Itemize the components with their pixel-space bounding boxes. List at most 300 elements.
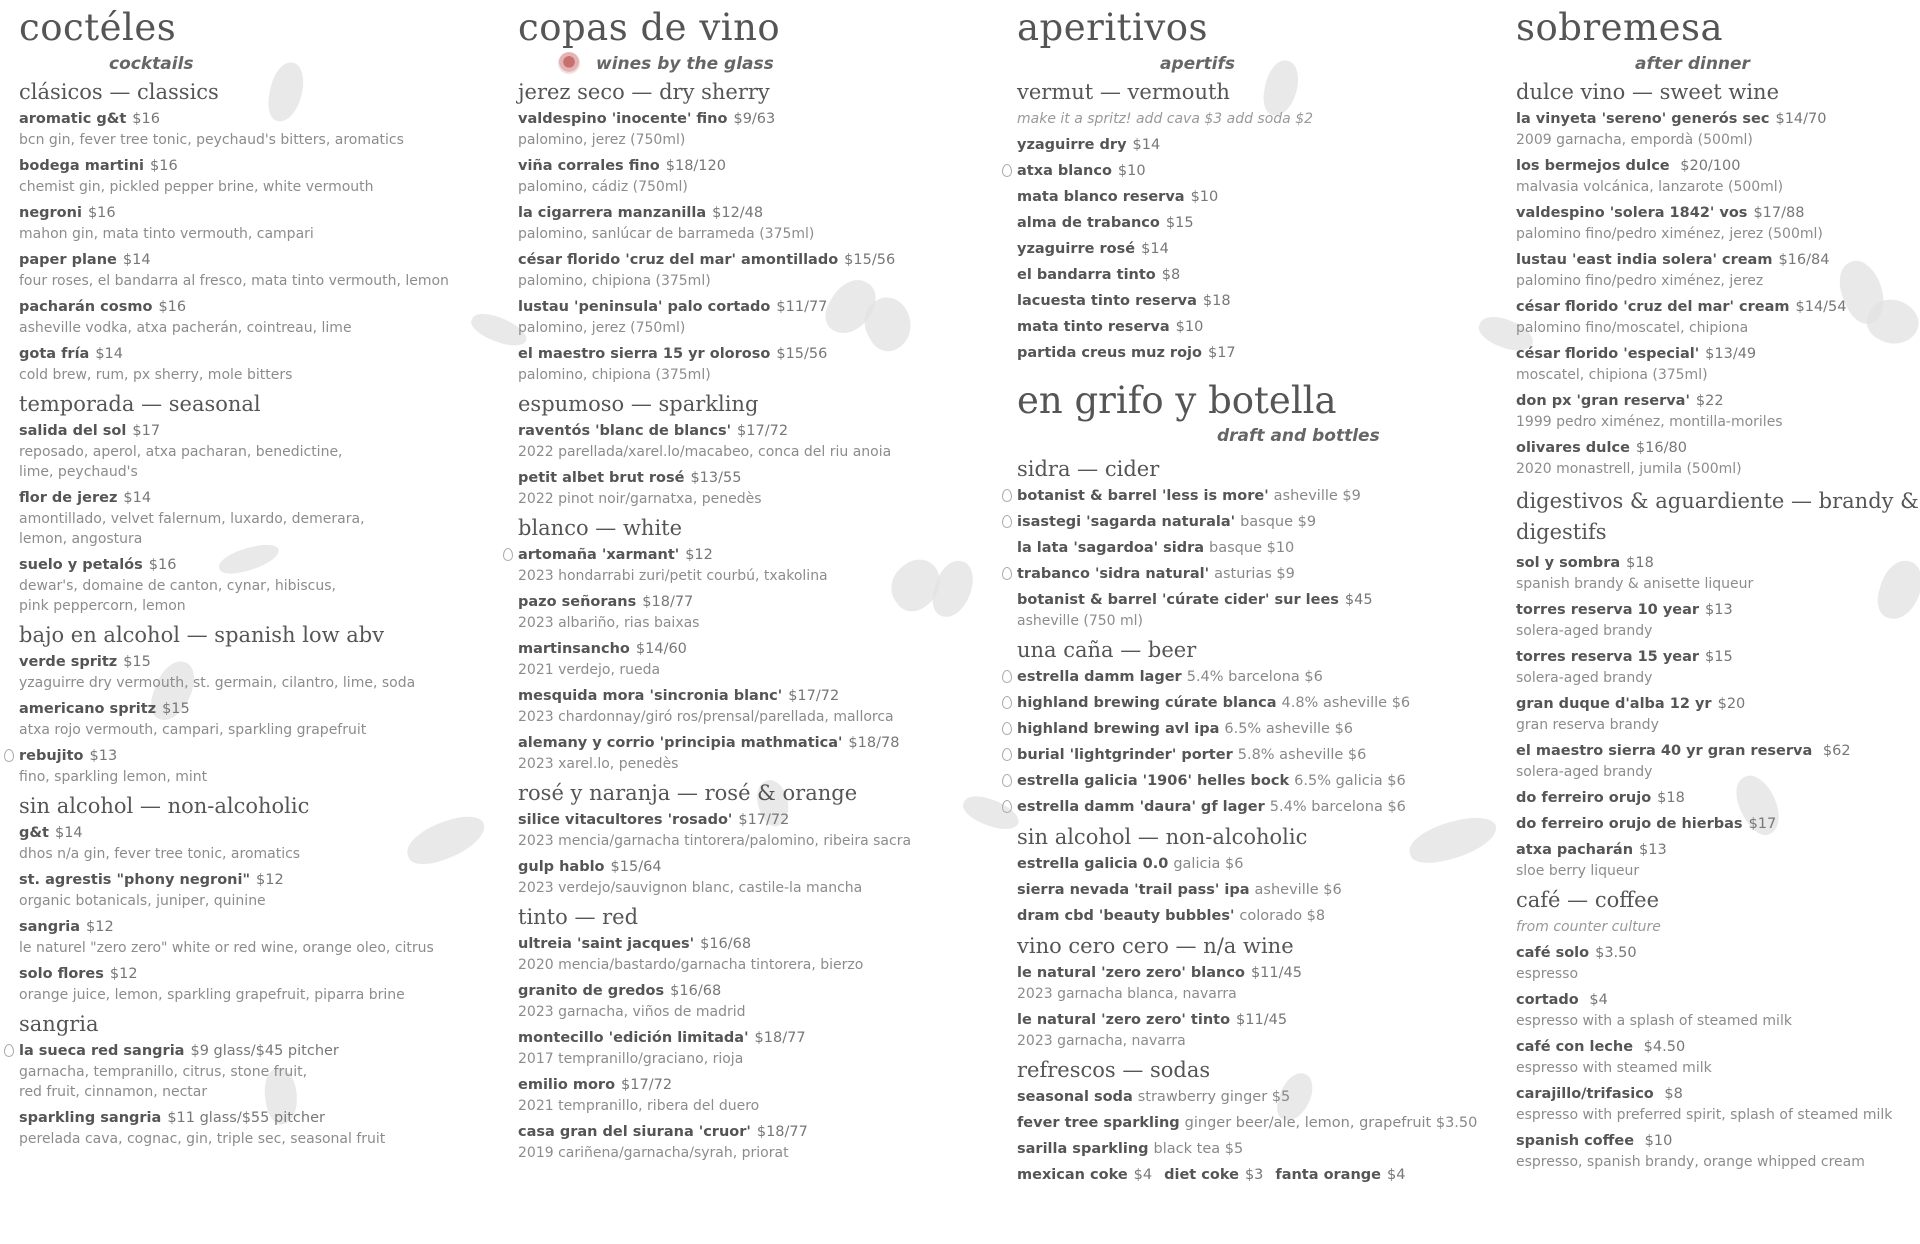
menu-item-price: $17 — [1748, 816, 1777, 832]
menu-item-price: $8 — [1161, 267, 1181, 283]
menu-item-name: americano spritz — [19, 701, 157, 717]
menu-item — [1017, 135, 1487, 156]
menu-item-description: solera-aged brandy — [1516, 670, 1653, 686]
menu-item-line — [518, 639, 988, 660]
menu-item — [1017, 1139, 1487, 1160]
menu-item-price: $17 — [132, 423, 161, 439]
menu-item-line — [19, 156, 489, 177]
menu-item-name: flor de jerez — [19, 490, 118, 506]
menu-section — [518, 516, 988, 774]
section-heading: jerez seco — dry sherry — [518, 80, 770, 104]
menu-item — [1017, 343, 1487, 364]
menu-item-description: cold brew, rum, px sherry, mole bitters — [19, 367, 293, 383]
section-heading: café — coffee — [1516, 888, 1660, 912]
menu-item-price: $10 — [1175, 319, 1204, 335]
menu-item — [1017, 1087, 1487, 1108]
section-group-subtitle: draft and bottles — [1217, 426, 1380, 446]
menu-item-line — [1516, 344, 1920, 365]
menu-item-name: spanish coffee — [1516, 1133, 1635, 1149]
menu-item — [19, 1108, 489, 1149]
menu-item — [518, 1122, 988, 1163]
menu-item-price: $17/72 — [738, 812, 790, 828]
menu-column — [518, 4, 988, 1169]
menu-item-name: trabanco 'sidra natural' — [1017, 566, 1210, 582]
menu-item — [19, 421, 489, 482]
menu-item-description: asheville (750 ml) — [1017, 613, 1143, 629]
menu-item-line — [1017, 1087, 1487, 1108]
menu-item — [1017, 486, 1487, 507]
menu-item-price: $10 — [1640, 1133, 1673, 1149]
menu-item-line — [518, 686, 988, 707]
menu-item-name: mata tinto reserva — [1017, 319, 1170, 335]
menu-section — [1516, 486, 1920, 881]
menu-item-name: torres reserva 10 year — [1516, 602, 1700, 618]
menu-item-name: isastegi 'sagarda naturala' — [1017, 514, 1236, 530]
drop-icon — [1002, 567, 1012, 580]
menu-item-name: silice vitacultores 'rosado' — [518, 812, 733, 828]
menu-item-line — [1017, 771, 1487, 792]
drop-icon — [1002, 748, 1012, 761]
menu-item — [19, 870, 489, 911]
drop-icon — [1002, 164, 1012, 177]
menu-item — [19, 964, 489, 1005]
menu-section — [1516, 888, 1920, 1172]
menu-item-description: 2023 garnacha, navarra — [1017, 1033, 1186, 1049]
menu-section — [19, 623, 489, 787]
menu-item-name: los bermejos dulce — [1516, 158, 1670, 174]
menu-item — [1516, 250, 1920, 291]
menu-item-description: solera-aged brandy — [1516, 764, 1653, 780]
menu-item-detail: ginger beer/ale, lemon, grapefruit $3.50 — [1184, 1115, 1478, 1131]
menu-item-line — [19, 917, 489, 938]
menu-item-price: $8 — [1659, 1086, 1683, 1102]
menu-item — [19, 1041, 489, 1102]
menu-item-description: mahon gin, mata tinto vermouth, campari — [19, 226, 314, 242]
menu-item — [1017, 1165, 1487, 1186]
menu-item-price: $16 — [132, 111, 160, 127]
menu-item-line — [1516, 553, 1920, 574]
menu-item-line — [19, 652, 489, 673]
menu-item-line — [19, 1041, 489, 1062]
menu-item-name: raventós 'blanc de blancs' — [518, 423, 732, 439]
menu-item-name: el maestro sierra 40 yr gran reserva — [1516, 743, 1813, 759]
menu-item-price: $45 — [1344, 592, 1373, 608]
menu-item-line — [1017, 239, 1487, 260]
menu-item-name: emilio moro — [518, 1077, 616, 1093]
menu-item-description: 2022 parellada/xarel.lo/macabeo, conca del riu anoia — [518, 444, 892, 460]
menu-item-description: 2019 cariñena/garnacha/syrah, priorat — [518, 1145, 789, 1161]
menu-item-name: estrella galicia '1906' helles bock — [1017, 773, 1290, 789]
menu-item-name: verde spritz — [19, 654, 118, 670]
menu-item-name: sol y sombra — [1516, 555, 1621, 571]
menu-item-price: $12 — [109, 966, 138, 982]
menu-item-price: $11/77 — [776, 299, 828, 315]
menu-item-name: burial 'lightgrinder' porter — [1017, 747, 1233, 763]
menu-item-line — [518, 109, 988, 130]
menu-item — [518, 109, 988, 150]
menu-item-description: bcn gin, fever tree tonic, peychaud's bitters, aromatics — [19, 132, 404, 148]
menu-item-price: $12 — [86, 919, 114, 935]
menu-item — [19, 156, 489, 197]
menu-section — [1017, 378, 1487, 631]
menu-item-name: mexican coke — [1017, 1167, 1128, 1183]
menu-item-name: sarilla sparkling — [1017, 1141, 1149, 1157]
menu-item-line — [19, 555, 489, 576]
menu-item-detail: colorado $8 — [1239, 908, 1326, 924]
menu-section — [1017, 825, 1487, 927]
menu-section — [1017, 638, 1487, 818]
column-title: aperitivos — [1017, 6, 1209, 49]
menu-item — [1516, 694, 1920, 735]
menu-item-description: espresso with steamed milk — [1516, 1060, 1712, 1076]
menu-item-description: 2023 mencia/garnacha tintorera/palomino, ribeira sacra — [518, 833, 912, 849]
menu-item-line — [19, 297, 489, 318]
menu-item-price: $9 glass/$45 pitcher — [190, 1043, 339, 1059]
menu-item — [1516, 840, 1920, 881]
menu-item-line — [19, 203, 489, 224]
menu-item — [1017, 239, 1487, 260]
menu-item-description: 2021 verdejo, rueda — [518, 662, 661, 678]
menu-item — [1516, 109, 1920, 150]
menu-item-line — [1516, 741, 1920, 762]
menu-item-price: $62 — [1818, 743, 1851, 759]
column-subtitle — [19, 52, 489, 78]
menu-item-description: palomino, jerez (750ml) — [518, 132, 686, 148]
menu-item-line — [19, 746, 489, 767]
menu-item-line — [1516, 600, 1920, 621]
rose-icon — [558, 52, 580, 74]
menu-item-name: café con leche — [1516, 1039, 1634, 1055]
menu-item — [19, 250, 489, 291]
section-heading: digestivos & aguardiente — brandy & digestifs — [1516, 489, 1919, 544]
menu-item-line — [1017, 486, 1487, 507]
menu-item — [1017, 797, 1487, 818]
menu-section — [19, 80, 489, 385]
menu-item — [1017, 161, 1487, 182]
menu-item-description: 2020 monastrell, jumila (500ml) — [1516, 461, 1742, 477]
menu-item-price: $15 — [1165, 215, 1194, 231]
menu-item-line — [19, 870, 489, 891]
menu-item-name: rebujito — [19, 748, 84, 764]
drop-icon — [1002, 670, 1012, 683]
menu-section — [518, 905, 988, 1163]
menu-item-detail: 5.4% barcelona $6 — [1269, 799, 1406, 815]
menu-item-line — [19, 250, 489, 271]
menu-item — [1017, 963, 1487, 1004]
menu-item-price: $18/120 — [665, 158, 726, 174]
menu-item-line — [1516, 694, 1920, 715]
menu-item-description: palomino, cádiz (750ml) — [518, 179, 688, 195]
menu-item-name: highland brewing cúrate blanca — [1017, 695, 1277, 711]
menu-item-price: $12/48 — [712, 205, 764, 221]
menu-item-price: $15/56 — [844, 252, 896, 268]
menu-item-price: $18/77 — [754, 1030, 806, 1046]
menu-item-line — [1017, 135, 1487, 156]
menu-item — [19, 344, 489, 385]
menu-item-name: lacuesta tinto reserva — [1017, 293, 1197, 309]
menu-item-line — [518, 592, 988, 613]
menu-item-name: gota fría — [19, 346, 90, 362]
drop-icon — [1002, 489, 1012, 502]
menu-item — [19, 203, 489, 244]
menu-item-description: espresso, spanish brandy, orange whipped cream — [1516, 1154, 1865, 1170]
menu-item-description: palomino, chipiona (375ml) — [518, 367, 711, 383]
menu-item — [1017, 667, 1487, 688]
menu-item-price: $20/100 — [1675, 158, 1741, 174]
menu-item-line — [1017, 512, 1487, 533]
menu-item-description: palomino fino/pedro ximénez, jerez (500ml) — [1516, 226, 1823, 242]
menu-item-price: $18 — [1626, 555, 1654, 571]
menu-item-name: atxa blanco — [1017, 163, 1112, 179]
menu-item-line — [518, 981, 988, 1002]
menu-item-line — [518, 156, 988, 177]
section-heading: sin alcohol — non-alcoholic — [19, 794, 310, 818]
menu-item-price: $18/77 — [756, 1124, 808, 1140]
menu-item-price: $16 — [150, 158, 178, 174]
menu-item — [1017, 317, 1487, 338]
menu-item-detail: 5.8% asheville $6 — [1237, 747, 1367, 763]
menu-item-description: 2009 garnacha, empordà (500ml) — [1516, 132, 1753, 148]
menu-item-line — [1017, 963, 1487, 984]
menu-item-name: viña corrales fino — [518, 158, 660, 174]
menu-item-description: chemist gin, pickled pepper brine, white vermouth — [19, 179, 374, 195]
menu-item-price: $22 — [1695, 393, 1724, 409]
menu-item-name: torres reserva 15 year — [1516, 649, 1700, 665]
menu-item-name: césar florido 'especial' — [1516, 346, 1700, 362]
menu-item-name: alemany y corrio 'principia mathmatica' — [518, 735, 843, 751]
menu-item-name: do ferreiro orujo de hierbas — [1516, 816, 1743, 832]
drop-icon — [4, 749, 14, 762]
menu-item-description: garnacha, tempranillo, citrus, stone fruit, — [19, 1064, 308, 1080]
menu-item-description: 2021 tempranillo, ribera del duero — [518, 1098, 760, 1114]
menu-item-line — [1017, 291, 1487, 312]
menu-item-price: $15 — [123, 654, 151, 670]
menu-item-name: ultreia 'saint jacques' — [518, 936, 695, 952]
menu-item-description: 2022 pinot noir/garnatxa, penedès — [518, 491, 762, 507]
menu-item-line — [1017, 1139, 1487, 1160]
menu-item-description: 1999 pedro ximénez, montilla-moriles — [1516, 414, 1783, 430]
menu-item — [1017, 291, 1487, 312]
drop-icon — [1002, 696, 1012, 709]
menu-item-price: $16/80 — [1635, 440, 1687, 456]
menu-item-price: $17/72 — [788, 688, 840, 704]
menu-item-description: lime, peychaud's — [19, 464, 138, 480]
menu-item-line — [1516, 647, 1920, 668]
menu-item-name: fever tree sparkling — [1017, 1115, 1180, 1131]
section-heading: sin alcohol — non-alcoholic — [1017, 825, 1308, 849]
menu-item — [518, 468, 988, 509]
menu-item-line — [1516, 1037, 1920, 1058]
menu-item-name: el maestro sierra 15 yr oloroso — [518, 346, 771, 362]
menu-item — [1516, 203, 1920, 244]
menu-item-line — [1516, 788, 1920, 809]
drop-icon — [503, 548, 513, 561]
menu-item — [1017, 906, 1487, 927]
menu-item-name: solo flores — [19, 966, 104, 982]
menu-column — [1516, 4, 1920, 1178]
menu-item-line — [1017, 538, 1487, 559]
menu-item — [19, 823, 489, 864]
menu-item-price: $12 — [685, 547, 713, 563]
menu-item-description: 2023 xarel.lo, penedès — [518, 756, 679, 772]
menu-item-price: $17/72 — [621, 1077, 673, 1093]
column-title: copas de vino — [518, 6, 781, 49]
menu-item — [1516, 553, 1920, 594]
menu-item-extra — [1164, 1167, 1263, 1183]
menu-item — [19, 488, 489, 549]
section-group-title: en grifo y botella — [1017, 379, 1337, 422]
menu-item-detail: asheville $6 — [1254, 882, 1342, 898]
menu-item-description: gran reserva brandy — [1516, 717, 1659, 733]
menu-item-price: $10 — [1190, 189, 1219, 205]
menu-item-price: $4 — [1133, 1167, 1153, 1183]
menu-item-description: 2023 chardonnay/giró ros/prensal/parellada, mallorca — [518, 709, 894, 725]
menu-item-price: $11 glass/$55 pitcher — [167, 1110, 325, 1126]
menu-item-price: $11/45 — [1250, 965, 1302, 981]
menu-item-name: césar florido 'cruz del mar' cream — [1516, 299, 1790, 315]
menu-item — [518, 1028, 988, 1069]
menu-item-description: dhos n/a gin, fever tree tonic, aromatics — [19, 846, 301, 862]
menu-item-detail: asheville $9 — [1273, 488, 1361, 504]
menu-item-name: alma de trabanco — [1017, 215, 1160, 231]
menu-item-description: lemon, angostura — [19, 531, 143, 547]
menu-item — [518, 934, 988, 975]
menu-item — [518, 810, 988, 851]
drop-icon — [1002, 800, 1012, 813]
menu-item-name: césar florido 'cruz del mar' amontillado — [518, 252, 839, 268]
menu-item — [518, 203, 988, 244]
menu-item-name: sangria — [19, 919, 81, 935]
menu-item-name: martinsancho — [518, 641, 630, 657]
menu-item-name: pazo señorans — [518, 594, 637, 610]
menu-item — [1017, 1113, 1487, 1134]
menu-item-name: salida del sol — [19, 423, 127, 439]
menu-item-line — [1017, 265, 1487, 286]
column-subtitle — [1516, 52, 1920, 78]
menu-item-name: bodega martini — [19, 158, 145, 174]
menu-item-description: palomino fino/moscatel, chipiona — [1516, 320, 1749, 336]
menu-item-price: $14/54 — [1795, 299, 1847, 315]
menu-item-name: sierra nevada 'trail pass' ipa — [1017, 882, 1250, 898]
menu-item-price: $4.50 — [1639, 1039, 1686, 1055]
menu-item-price: $14 — [95, 346, 124, 362]
menu-item-name: aromatic g&t — [19, 111, 127, 127]
column-subtitle-text: apertifs — [1160, 54, 1236, 74]
menu-item-price: $13/55 — [690, 470, 742, 486]
menu-item-name: estrella galicia 0.0 — [1017, 856, 1169, 872]
menu-item — [1017, 745, 1487, 766]
menu-item — [1017, 512, 1487, 533]
menu-item-name: paper plane — [19, 252, 117, 268]
section-heading: rosé y naranja — rosé & orange — [518, 781, 858, 805]
menu-item-name: st. agrestis "phony negroni" — [19, 872, 251, 888]
section-heading: clásicos — classics — [19, 80, 219, 104]
menu-item-name: gran duque d'alba 12 yr — [1516, 696, 1712, 712]
menu-item — [1017, 213, 1487, 234]
menu-item-line — [1516, 438, 1920, 459]
column-title: sobremesa — [1516, 6, 1724, 49]
menu-item-line — [1017, 719, 1487, 740]
menu-column — [19, 4, 489, 1155]
section-heading: dulce vino — sweet wine — [1516, 80, 1780, 104]
menu-item-line — [19, 421, 489, 442]
menu-item-line — [1017, 1165, 1487, 1186]
menu-item-name: g&t — [19, 825, 49, 841]
menu-item-description: palomino, jerez (750ml) — [518, 320, 686, 336]
menu-item-line — [518, 733, 988, 754]
section-heading: sangria — [19, 1012, 99, 1036]
menu-item-description: 2020 mencia/bastardo/garnacha tintorera, bierzo — [518, 957, 864, 973]
menu-item — [1017, 719, 1487, 740]
menu-item — [1017, 187, 1487, 208]
menu-section — [518, 80, 988, 385]
menu-item-price: $13 — [89, 748, 118, 764]
menu-item-detail: black tea $5 — [1153, 1141, 1244, 1157]
menu-item — [518, 156, 988, 197]
menu-item — [518, 344, 988, 385]
menu-item — [1516, 156, 1920, 197]
menu-section — [1017, 934, 1487, 1051]
menu-item-line — [518, 1028, 988, 1049]
menu-item-line — [1017, 213, 1487, 234]
menu-item-detail: basque $10 — [1209, 540, 1295, 556]
menu-item — [1516, 438, 1920, 479]
menu-section — [19, 794, 489, 1005]
menu-item-description: orange juice, lemon, sparkling grapefruit, piparra brine — [19, 987, 405, 1003]
menu-item-line — [1516, 203, 1920, 224]
menu-item-name: botanist & barrel 'less is more' — [1017, 488, 1269, 504]
menu-item-price: $14 — [123, 490, 152, 506]
menu-item — [518, 545, 988, 586]
menu-item-line — [1516, 943, 1920, 964]
menu-item-price: $16 — [87, 205, 116, 221]
menu-item-line — [1516, 297, 1920, 318]
menu-section — [1516, 80, 1920, 479]
menu-item-line — [518, 203, 988, 224]
menu-item-line — [518, 250, 988, 271]
drop-icon — [1002, 774, 1012, 787]
menu-item — [1516, 741, 1920, 782]
section-heading: blanco — white — [518, 516, 683, 540]
menu-item-price: $17/88 — [1753, 205, 1805, 221]
menu-item-line — [1017, 667, 1487, 688]
menu-item-description: palomino, chipiona (375ml) — [518, 273, 711, 289]
menu-item-detail: 6.5% galicia $6 — [1294, 773, 1406, 789]
section-heading: vino cero cero — n/a wine — [1017, 934, 1294, 958]
menu-item-name: estrella damm 'daura' gf lager — [1017, 799, 1265, 815]
menu-item-line — [1516, 814, 1920, 835]
menu-item — [518, 857, 988, 898]
menu-item — [19, 652, 489, 693]
menu-item-line — [1017, 187, 1487, 208]
column-subtitle-text: wines by the glass — [596, 54, 774, 74]
menu-item-price: $14 — [54, 825, 83, 841]
menu-item — [19, 917, 489, 958]
menu-item-name: lustau 'east india solera' cream — [1516, 252, 1773, 268]
menu-item-name: la cigarrera manzanilla — [518, 205, 707, 221]
menu-item-name: el bandarra tinto — [1017, 267, 1156, 283]
menu-section — [518, 392, 988, 509]
menu-item — [1516, 990, 1920, 1031]
column-subtitle — [1017, 52, 1487, 78]
menu-item — [1017, 854, 1487, 875]
menu-item — [1017, 771, 1487, 792]
menu-item-detail: strawberry ginger $5 — [1137, 1089, 1291, 1105]
menu-item-name: casa gran del siurana 'cruor' — [518, 1124, 751, 1140]
menu-item-description: 2023 albariño, rias baixas — [518, 615, 700, 631]
menu-section — [19, 1012, 489, 1149]
menu-item-description: perelada cava, cognac, gin, triple sec, seasonal fruit — [19, 1131, 386, 1147]
